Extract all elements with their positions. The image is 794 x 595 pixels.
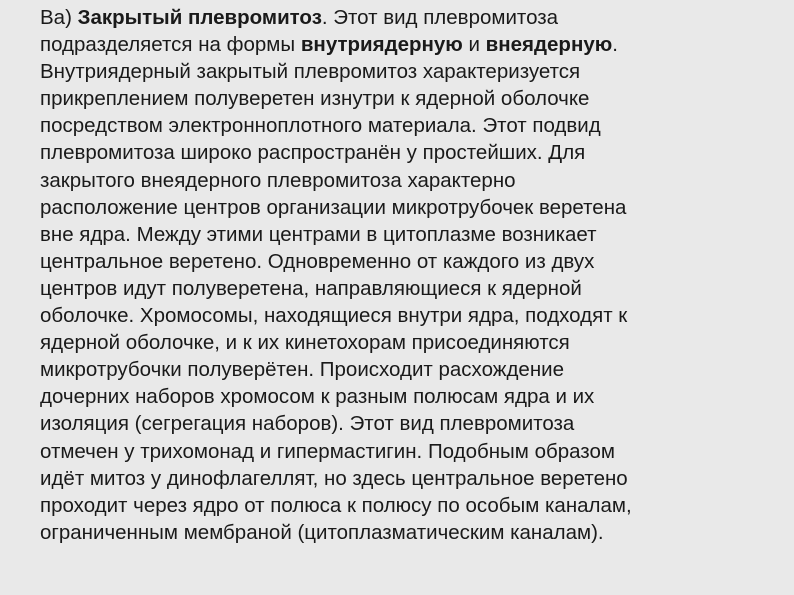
text-line: Ва) Закрытый плевромитоз. Этот вид плевромитоза bbox=[40, 6, 559, 29]
text-line: изоляция (сегрегация наборов). Этот вид плевромитоза bbox=[40, 412, 575, 436]
text-line: оболочке. Хромосомы, находящиеся внутри ядра, подходят к bbox=[40, 304, 628, 328]
text-line: дочерних наборов хромосом к разным полюсам ядра и их bbox=[40, 385, 595, 409]
text-line: закрытого внеядерного плевромитоза характерно bbox=[40, 168, 516, 192]
text-line: расположение центров организации микротрубочек веретена bbox=[40, 195, 627, 219]
text-line: центральное веретено. Одновременно от каждого из двух bbox=[40, 249, 595, 273]
text-line: идёт митоз у динофлагеллят, но здесь центральное веретено bbox=[40, 466, 628, 490]
term-extranuclear: внеядерную bbox=[485, 33, 613, 57]
term-intranuclear: внутриядерную bbox=[300, 33, 463, 57]
text-line: микротрубочки полуверётен. Происходит расхождение bbox=[40, 358, 564, 382]
text-line: ядерной оболочке, и к их кинетохорам присоединяются bbox=[40, 331, 570, 355]
text-line: вне ядра. Между этими центрами в цитоплазме возникает bbox=[40, 222, 597, 246]
text-line: подразделяется на формы внутриядерную и внеядерную. bbox=[40, 33, 618, 57]
text-line: Внутриядерный закрытый плевромитоз характеризуется bbox=[40, 60, 581, 84]
term-closed-pleuromitosis: Закрытый плевромитоз bbox=[77, 6, 322, 29]
text-line: отмечен у трихомонад и гипермастигин. Подобным образом bbox=[40, 439, 615, 463]
text-line: прикреплением полуверетен изнутри к ядерной оболочке bbox=[40, 87, 590, 111]
text-line: проходит через ядро от полюса к полюсу по особым каналам, bbox=[40, 493, 632, 517]
body-text bbox=[40, 4, 790, 546]
text-line: посредством электронноплотного материала. Этот подвид bbox=[40, 114, 601, 138]
text-line: центров идут полуверетена, направляющиеся к ядерной bbox=[40, 276, 582, 300]
text-line: плевромитоза широко распространён у простейших. Для bbox=[40, 141, 586, 165]
text-line: ограниченным мембраной (цитоплазматическим каналам). bbox=[40, 520, 604, 544]
